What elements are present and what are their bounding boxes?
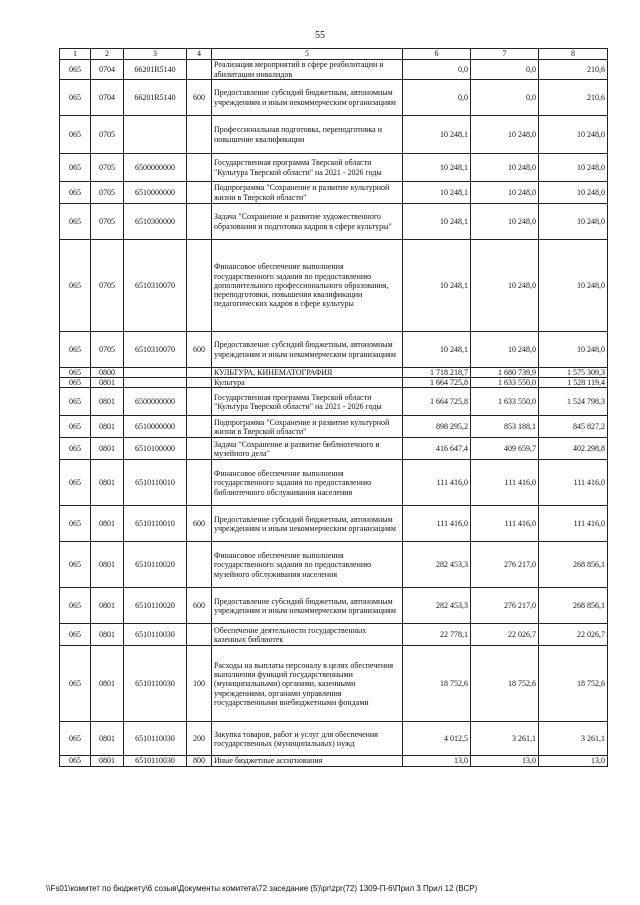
cell-amount-col8: 268 856,1 <box>539 588 608 624</box>
cell-amount-col8: 10 248,0 <box>539 240 608 332</box>
cell-description: Профессиональная подготовка, переподготовка и повышение квалификации <box>212 116 403 154</box>
cell-target-article: 6510110030 <box>124 646 187 722</box>
column-number-header <box>60 49 608 60</box>
cell-amount-col7: 853 188,1 <box>471 416 539 438</box>
table-row <box>60 460 608 506</box>
cell-chapter: 065 <box>60 80 91 116</box>
table-row <box>60 438 608 460</box>
cell-amount-col7: 0,0 <box>471 60 539 80</box>
cell-amount-col7: 111 416,0 <box>471 460 539 506</box>
cell-amount-col6: 13,0 <box>403 756 471 766</box>
cell-description: Предоставление субсидий бюджетным, автономным учреждениям и иным некоммерческим организациям <box>212 80 403 116</box>
cell-description: Предоставление субсидий бюджетным, автономным учреждениям и иным некоммерческим организациям <box>212 332 403 368</box>
cell-amount-col8: 22 026,7 <box>539 624 608 646</box>
cell-expense-type: 600 <box>187 80 212 116</box>
cell-description: КУЛЬТУРА, КИНЕМАТОГРАФИЯ <box>212 368 403 378</box>
cell-target-article: 6510000000 <box>124 416 187 438</box>
cell-amount-col8: 111 416,0 <box>539 506 608 542</box>
cell-chapter: 065 <box>60 416 91 438</box>
cell-amount-col6: 10 248,1 <box>403 154 471 182</box>
cell-amount-col6: 4 012,5 <box>403 722 471 756</box>
cell-description: Подпрограмма "Сохранение и развитие культурной жизни в Тверской области" <box>212 182 403 204</box>
cell-amount-col6: 111 416,0 <box>403 460 471 506</box>
cell-chapter: 065 <box>60 332 91 368</box>
cell-amount-col6: 1 718 218,7 <box>403 368 471 378</box>
cell-amount-col7: 18 752,6 <box>471 646 539 722</box>
column-header: 4 <box>187 49 212 60</box>
cell-description: Культура <box>212 378 403 388</box>
cell-amount-col7: 10 248,0 <box>471 154 539 182</box>
cell-chapter: 065 <box>60 116 91 154</box>
cell-target-article: 66201R5140 <box>124 80 187 116</box>
cell-amount-col7: 1 680 739,9 <box>471 368 539 378</box>
cell-expense-type <box>187 368 212 378</box>
table-row <box>60 588 608 624</box>
cell-expense-type: 800 <box>187 756 212 766</box>
table-row <box>60 182 608 204</box>
cell-amount-col6: 1 664 725,8 <box>403 388 471 416</box>
cell-section: 0800 <box>91 368 124 378</box>
table-row <box>60 646 608 722</box>
cell-amount-col8: 268 856,1 <box>539 542 608 588</box>
table-row <box>60 60 608 80</box>
cell-expense-type <box>187 60 212 80</box>
cell-section: 0705 <box>91 240 124 332</box>
cell-amount-col8: 1 528 119,4 <box>539 378 608 388</box>
cell-target-article: 6510110030 <box>124 756 187 766</box>
cell-chapter: 065 <box>60 542 91 588</box>
cell-amount-col7: 111 416,0 <box>471 506 539 542</box>
cell-section: 0704 <box>91 80 124 116</box>
cell-chapter: 065 <box>60 460 91 506</box>
cell-amount-col6: 282 453,3 <box>403 588 471 624</box>
cell-amount-col7: 3 261,1 <box>471 722 539 756</box>
cell-chapter: 065 <box>60 722 91 756</box>
cell-amount-col6: 10 248,1 <box>403 182 471 204</box>
cell-section: 0801 <box>91 438 124 460</box>
cell-amount-col6: 0,0 <box>403 80 471 116</box>
page-number: 55 <box>315 30 325 41</box>
cell-amount-col6: 10 248,1 <box>403 204 471 240</box>
cell-target-article: 6500000000 <box>124 154 187 182</box>
cell-amount-col8: 111 416,0 <box>539 460 608 506</box>
cell-section: 0705 <box>91 332 124 368</box>
cell-amount-col7: 1 633 550,0 <box>471 378 539 388</box>
cell-amount-col7: 1 633 550,0 <box>471 388 539 416</box>
cell-chapter: 065 <box>60 588 91 624</box>
cell-amount-col8: 10 248,0 <box>539 154 608 182</box>
cell-description: Реализация мероприятий в сфере реабилитации и абилитации инвалидов <box>212 60 403 80</box>
table-row <box>60 332 608 368</box>
cell-section: 0801 <box>91 756 124 766</box>
cell-amount-col6: 10 248,1 <box>403 116 471 154</box>
cell-section: 0801 <box>91 460 124 506</box>
cell-description: Задача "Сохранение и развитие художественного образования и подготовка кадров в сфере культуры" <box>212 204 403 240</box>
cell-target-article: 6510110020 <box>124 588 187 624</box>
cell-target-article: 6510110010 <box>124 506 187 542</box>
cell-description: Государственная программа Тверской области "Культура Тверской области" на 2021 - 2026 годы <box>212 154 403 182</box>
cell-expense-type <box>187 416 212 438</box>
cell-amount-col6: 898 295,2 <box>403 416 471 438</box>
cell-amount-col8: 845 827,2 <box>539 416 608 438</box>
cell-amount-col7: 10 248,0 <box>471 182 539 204</box>
cell-description: Предоставление субсидий бюджетным, автономным учреждениям и иным некоммерческим организациям <box>212 506 403 542</box>
cell-section: 0705 <box>91 182 124 204</box>
cell-target-article: 66201R5140 <box>124 60 187 80</box>
cell-amount-col8: 18 752,6 <box>539 646 608 722</box>
cell-amount-col7: 13,0 <box>471 756 539 766</box>
cell-expense-type <box>187 438 212 460</box>
cell-amount-col8: 210,6 <box>539 80 608 116</box>
cell-chapter: 065 <box>60 756 91 766</box>
table-row <box>60 154 608 182</box>
cell-expense-type <box>187 378 212 388</box>
cell-target-article: 6500000000 <box>124 388 187 416</box>
table-row <box>60 624 608 646</box>
column-header: 6 <box>403 49 471 60</box>
cell-amount-col6: 111 416,0 <box>403 506 471 542</box>
cell-chapter: 065 <box>60 60 91 80</box>
cell-target-article: 6510110030 <box>124 624 187 646</box>
table-row <box>60 506 608 542</box>
table-row <box>60 240 608 332</box>
cell-amount-col8: 10 248,0 <box>539 182 608 204</box>
column-header: 3 <box>124 49 187 60</box>
cell-section: 0801 <box>91 542 124 588</box>
cell-description: Государственная программа Тверской области "Культура Тверской области" на 2021 - 2026 годы <box>212 388 403 416</box>
cell-description: Закупка товаров, работ и услуг для обеспечения государственных (муниципальных) нужд <box>212 722 403 756</box>
cell-description: Подпрограмма "Сохранение и развитие культурной жизни в Тверской области" <box>212 416 403 438</box>
cell-section: 0801 <box>91 624 124 646</box>
table-row <box>60 368 608 378</box>
cell-amount-col6: 22 778,1 <box>403 624 471 646</box>
cell-amount-col6: 282 453,3 <box>403 542 471 588</box>
cell-target-article <box>124 116 187 154</box>
cell-amount-col7: 10 248,0 <box>471 240 539 332</box>
table-row <box>60 722 608 756</box>
cell-amount-col8: 13,0 <box>539 756 608 766</box>
table-row <box>60 542 608 588</box>
cell-expense-type: 200 <box>187 722 212 756</box>
cell-chapter: 065 <box>60 240 91 332</box>
cell-target-article <box>124 368 187 378</box>
cell-amount-col8: 3 261,1 <box>539 722 608 756</box>
cell-expense-type <box>187 154 212 182</box>
cell-expense-type <box>187 542 212 588</box>
cell-expense-type: 100 <box>187 646 212 722</box>
cell-target-article: 6510300000 <box>124 204 187 240</box>
cell-description: Предоставление субсидий бюджетным, автономным учреждениям и иным некоммерческим организациям <box>212 588 403 624</box>
cell-expense-type <box>187 182 212 204</box>
column-header: 5 <box>212 49 403 60</box>
cell-target-article <box>124 378 187 388</box>
cell-amount-col8: 1 524 798,3 <box>539 388 608 416</box>
table-row <box>60 388 608 416</box>
cell-section: 0705 <box>91 116 124 154</box>
cell-expense-type <box>187 460 212 506</box>
cell-amount-col6: 1 664 725,8 <box>403 378 471 388</box>
cell-amount-col7: 10 248,0 <box>471 332 539 368</box>
cell-description: Задача "Сохранение и развитие библиотечного и музейного дела" <box>212 438 403 460</box>
cell-section: 0801 <box>91 506 124 542</box>
cell-chapter: 065 <box>60 388 91 416</box>
cell-chapter: 065 <box>60 506 91 542</box>
cell-expense-type <box>187 204 212 240</box>
cell-expense-type: 600 <box>187 506 212 542</box>
cell-section: 0704 <box>91 60 124 80</box>
cell-amount-col7: 10 248,0 <box>471 116 539 154</box>
cell-expense-type <box>187 624 212 646</box>
cell-amount-col8: 210,6 <box>539 60 608 80</box>
cell-expense-type: 600 <box>187 332 212 368</box>
cell-description: Обеспечение деятельности государственных казенных библиотек <box>212 624 403 646</box>
table-row <box>60 756 608 766</box>
cell-target-article: 6510110010 <box>124 460 187 506</box>
cell-expense-type: 600 <box>187 588 212 624</box>
cell-amount-col6: 0,0 <box>403 60 471 80</box>
cell-section: 0801 <box>91 416 124 438</box>
cell-target-article: 6510310070 <box>124 240 187 332</box>
cell-amount-col6: 416 647,4 <box>403 438 471 460</box>
cell-amount-col7: 276 217,0 <box>471 588 539 624</box>
cell-amount-col6: 10 248,1 <box>403 240 471 332</box>
cell-chapter: 065 <box>60 154 91 182</box>
cell-amount-col8: 10 248,0 <box>539 204 608 240</box>
cell-amount-col8: 402 298,8 <box>539 438 608 460</box>
cell-amount-col6: 10 248,1 <box>403 332 471 368</box>
cell-amount-col7: 276 217,0 <box>471 542 539 588</box>
cell-description: Финансовое обеспечение выполнения государственного задания по предоставлению музейного обслуживания населения <box>212 542 403 588</box>
cell-section: 0801 <box>91 378 124 388</box>
column-header: 8 <box>539 49 608 60</box>
cell-section: 0801 <box>91 588 124 624</box>
cell-chapter: 065 <box>60 378 91 388</box>
cell-amount-col7: 22 026,7 <box>471 624 539 646</box>
cell-description: Финансовое обеспечение выполнения государственного задания по предоставлению дополнительного профессионального образования, переподготовки, повышения квалификации педагогических кадров в сфере культуры <box>212 240 403 332</box>
table-row <box>60 416 608 438</box>
cell-target-article: 6510100000 <box>124 438 187 460</box>
cell-chapter: 065 <box>60 368 91 378</box>
cell-amount-col7: 10 248,0 <box>471 204 539 240</box>
cell-chapter: 065 <box>60 438 91 460</box>
cell-chapter: 065 <box>60 204 91 240</box>
cell-expense-type <box>187 240 212 332</box>
cell-section: 0705 <box>91 154 124 182</box>
cell-section: 0705 <box>91 204 124 240</box>
table-row <box>60 204 608 240</box>
cell-expense-type <box>187 388 212 416</box>
cell-target-article: 6510110020 <box>124 542 187 588</box>
cell-description: Финансовое обеспечение выполнения государственного задания по предоставлению библиотечного обслуживания населения <box>212 460 403 506</box>
cell-amount-col7: 409 659,7 <box>471 438 539 460</box>
column-header: 2 <box>91 49 124 60</box>
cell-section: 0801 <box>91 722 124 756</box>
cell-target-article: 6510000000 <box>124 182 187 204</box>
cell-section: 0801 <box>91 646 124 722</box>
cell-amount-col8: 10 248,0 <box>539 116 608 154</box>
table-row <box>60 116 608 154</box>
document-path-footer: \\Fs01\комитет по бюджету\6 созыв\Документы комитета\72 заседание (5)\pr\zpr(72) 1309-П-6\Прил 3 Прил 12 (ВСР) <box>46 884 478 893</box>
cell-target-article: 6510310070 <box>124 332 187 368</box>
cell-expense-type <box>187 116 212 154</box>
cell-section: 0801 <box>91 388 124 416</box>
cell-amount-col7: 0,0 <box>471 80 539 116</box>
cell-amount-col6: 18 752,6 <box>403 646 471 722</box>
cell-chapter: 065 <box>60 646 91 722</box>
cell-target-article: 6510110030 <box>124 722 187 756</box>
cell-chapter: 065 <box>60 182 91 204</box>
budget-table <box>59 48 608 767</box>
cell-description: Иные бюджетные ассигнования <box>212 756 403 766</box>
table-row <box>60 378 608 388</box>
cell-amount-col8: 10 248,0 <box>539 332 608 368</box>
column-header: 1 <box>60 49 91 60</box>
table-row <box>60 80 608 116</box>
cell-amount-col8: 1 575 309,3 <box>539 368 608 378</box>
cell-chapter: 065 <box>60 624 91 646</box>
cell-description: Расходы на выплаты персоналу в целях обеспечения выполнения функций государственными (муниципальными) органами, казенными учреждениями, органами управления государственными внебюджетными фондами <box>212 646 403 722</box>
column-header: 7 <box>471 49 539 60</box>
